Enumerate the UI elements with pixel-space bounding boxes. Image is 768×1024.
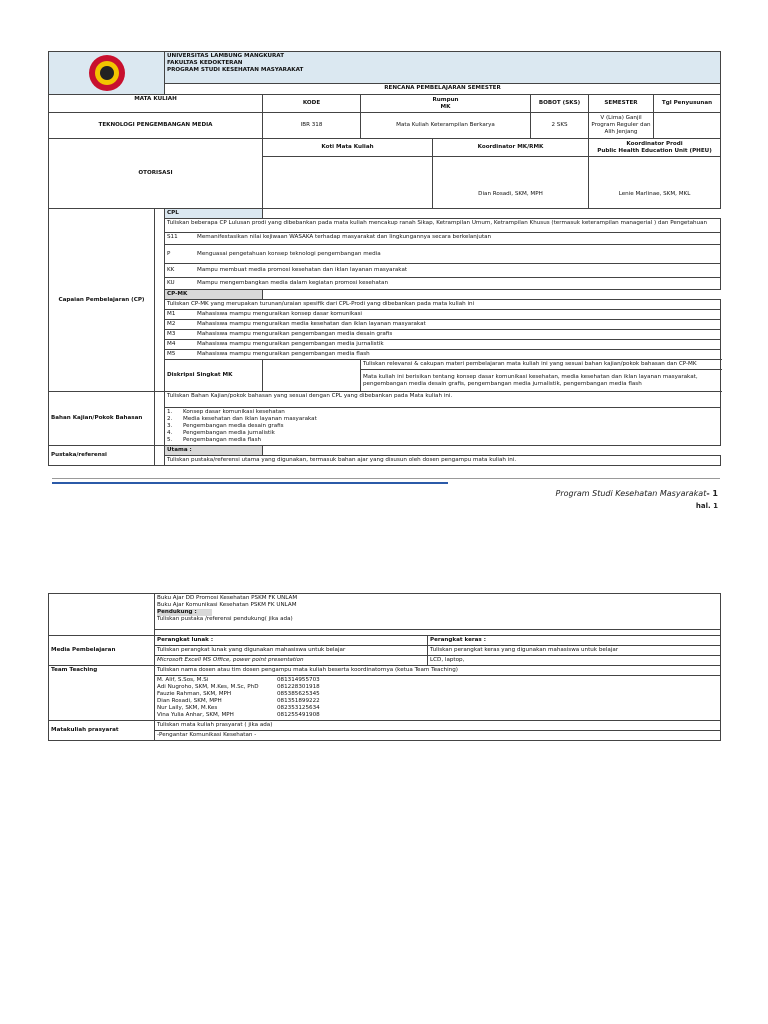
kode-header: KODE <box>263 95 361 113</box>
bahan-item-2: 2. Media kesehatan dan iklan layanan masyarakat <box>167 416 317 422</box>
course-code: IBR 318 <box>263 113 361 139</box>
footer-rule <box>52 478 720 479</box>
team-member: M. Alif, S.Sos, M.Si 081314955703 <box>157 677 320 683</box>
course-sks: 2 SKS <box>531 113 589 139</box>
cpmk-m1: M1 Mahasiswa mampu menguraikan konsep dasar komunikasi <box>165 310 721 320</box>
team-member: Adi Nugroho, SKM, M.Kes, M.Sc, PhD 081228301918 <box>157 684 320 690</box>
bobot-header: BOBOT (SKS) <box>531 95 589 113</box>
deskripsi-text: Mata kuliah ini berisikan tentang konsep dasar komunikasi kesehatan, media kesehatan dan iklan layanan masyarakat, pengembangan media desain grafis, pengembangan media jurnalistik, pengembangan media flash <box>361 370 721 392</box>
prasyarat-desc: Tuliskan mata kuliah prasyarat ( jika ada) <box>155 721 721 731</box>
perangkat-keras-value: LCD, laptop, <box>428 656 721 666</box>
header-institution <box>165 52 721 84</box>
bahan-label: Bahan Kajian/Pokok Bahasan <box>49 392 155 446</box>
course-rumpun: Mata Kuliah Keterampilan Berkarya <box>361 113 531 139</box>
team-members <box>155 676 721 721</box>
book-1: Buku Ajar DD Promosi Kesehatan PSKM FK UNLAM <box>157 595 298 601</box>
koti-header: Koti Mata Kuliah <box>263 139 433 157</box>
prasyarat-value: -Pengantar Komunikasi Kesehatan - <box>155 731 721 741</box>
cpmk-desc: Tuliskan CP-MK yang merupakan turunan/uraian spesifik dari CPL-Prodi yang dibebankan pada mata kuliah ini <box>165 300 721 310</box>
pustaka-pendukung-desc: Tuliskan pustaka /referensi pendukung( jika ada) <box>157 616 293 622</box>
logo-cell <box>49 52 165 95</box>
pustaka-label: Pustaka/referensi <box>49 446 155 466</box>
perangkat-lunak-desc: Tuliskan perangkat lunak yang digunakan mahasiswa untuk belajar <box>155 646 428 656</box>
page-1 <box>48 51 720 466</box>
course-semester: V (Lima) Ganjil Program Reguler dan Alih Jenjang <box>589 113 654 139</box>
cp-item-ku: KU Mampu mengembangkan media dalam kegiatan promosi kesehatan <box>165 278 721 290</box>
cpl-desc: Tuliskan beberapa CP Lulusan prodi yang dibebankan pada mata kuliah mencakup ranah Sikap, Ketrampilan Umum, Ketrampilan Khusus (termasuk keterampilan managerial ) dan Pengetahuan <box>165 219 721 233</box>
bahan-item-3: 3. Pengembangan media desain grafis <box>167 423 284 429</box>
cpmk-m3: M3 Mahasiswa mampu menguraikan pengembangan media desain grafis <box>165 330 721 340</box>
bahan-item-1: 1. Konsep dasar komunikasi kesehatan <box>167 409 285 415</box>
rps-table-continued <box>48 593 721 741</box>
media-label: Media Pembelajaran <box>49 636 155 666</box>
team-member: Nur Laily, SKM, M.Kes 082353125634 <box>157 705 320 711</box>
team-member: Dian Rosadi, SKM, MPH 081351899222 <box>157 698 320 704</box>
prasyarat-label: Matakuliah prasyarat <box>49 721 155 741</box>
otorisasi-label: OTORISASI <box>49 139 263 209</box>
cpl-title: CPL <box>165 209 263 219</box>
footer-page: hal. 1 <box>695 502 718 510</box>
deskripsi-label: Diskripsi Singkat MK <box>165 360 263 392</box>
cpmk-title: CP-MK <box>165 290 263 300</box>
team-member: Fauzie Rahman, SKM, MPH 085385625345 <box>157 691 320 697</box>
rps-table <box>48 51 721 466</box>
book-2: Buku Ajar Komunikasi Kesehatan PSKM FK UNLAM <box>157 602 297 608</box>
semester-header: SEMESTER <box>589 95 654 113</box>
rumpun-header: Rumpun MK <box>361 95 531 113</box>
cp-label: Capaian Pembelajaran (CP) <box>49 209 155 392</box>
pustaka-utama: Utama : <box>165 446 263 456</box>
footer-accent-line <box>52 482 448 484</box>
team-member: Vina Yulia Anhar, SKM, MPH 081255491908 <box>157 712 320 718</box>
course-tgl <box>654 113 721 139</box>
tgl-header: Tgl Penyusunan <box>654 95 721 113</box>
bahan-item-4: 4. Pengembangan media jurnalistik <box>167 430 275 436</box>
bahan-item-5: 5. Pengembangan media flash <box>167 437 262 443</box>
faculty-name: FAKULTAS KEDOKTERAN <box>167 60 243 66</box>
doc-title: RENCANA PEMBELAJARAN SEMESTER <box>165 83 721 94</box>
team-label: Team Teaching <box>49 666 155 721</box>
university-name: UNIVERSITAS LAMBUNG MANGKURAT <box>167 53 285 59</box>
cp-item-kk: KK Mampu membuat media promosi kesehatan dan iklan layanan masyarakat <box>165 264 721 278</box>
course-name: TEKNOLOGI PENGEMBANGAN MEDIA <box>49 113 263 139</box>
program-name: PROGRAM STUDI KESEHATAN MASYARAKAT <box>167 67 304 73</box>
cpmk-m2: M2 Mahasiswa mampu menguraikan media kesehatan dan iklan layanan masyarakat <box>165 320 721 330</box>
cpmk-m4: M4 Mahasiswa mampu menguraikan pengembangan media jurnalistik <box>165 340 721 350</box>
bahan-list <box>165 408 721 446</box>
cp-spacer <box>155 209 165 392</box>
cpmk-m5: M5 Mahasiswa mampu menguraikan pengembangan media flash <box>165 350 721 360</box>
koti-sign <box>263 157 433 209</box>
page-2 <box>48 593 720 741</box>
koordinator-prodi-name: Lenie Marlinae, SKM, MKL <box>589 157 721 209</box>
perangkat-keras-title: Perangkat keras : <box>428 636 721 646</box>
mata-kuliah-header: MATA KULIAH <box>49 95 263 113</box>
cp-item-s11: S11 Memanifestasikan nilai kejiwaan WASAKA terhadap masyarakat dan lingkungannya secara berkelanjutan <box>165 233 721 245</box>
perangkat-lunak-title: Perangkat lunak : <box>155 636 428 646</box>
bahan-desc: Tuliskan Bahan Kajian/pokok bahasan yang sesuai dengan CPL yang dibebankan pada Mata kuliah ini. <box>165 392 721 408</box>
koordinator-mk-name: Dian Rosadi, SKM, MPH <box>433 157 589 209</box>
pustaka-books <box>155 594 721 630</box>
pustaka-pendukung: Pendukung : <box>157 609 212 616</box>
team-desc: Tuliskan nama dosen atau tim dosen pengampu mata kuliah beserta koordinatornya (ketua Team Teaching) <box>155 666 721 676</box>
perangkat-lunak-value: Microsoft Excell MS Office, power point presentation <box>155 656 428 666</box>
perangkat-keras-desc: Tuliskan perangkat keras yang digunakan mahasiswa untuk belajar <box>428 646 721 656</box>
footer-program: Program Studi Kesehatan Masyarakat- 1 <box>555 489 718 498</box>
koordinator-prodi-header: Koordinator Prodi Public Health Education Unit (PHEU) <box>589 139 721 157</box>
cp-item-p: P Menguasai pengetahuan konsep teknologi pengembangan media <box>165 245 721 264</box>
pustaka-utama-desc: Tuliskan pustaka/referensi utama yang digunakan, termasuk bahan ajar yang disusun oleh dosen pengampu mata kuliah ini. <box>165 456 721 466</box>
koordinator-mk-header: Koordinator MK/RMK <box>433 139 589 157</box>
deskripsi-relevansi: Tuliskan relevansi & cakupan materi pembelajaran mata kuliah ini yang sesuai bahan kajian/pokok bahasan dan CP-MK <box>361 360 721 370</box>
university-seal-icon <box>89 55 125 91</box>
